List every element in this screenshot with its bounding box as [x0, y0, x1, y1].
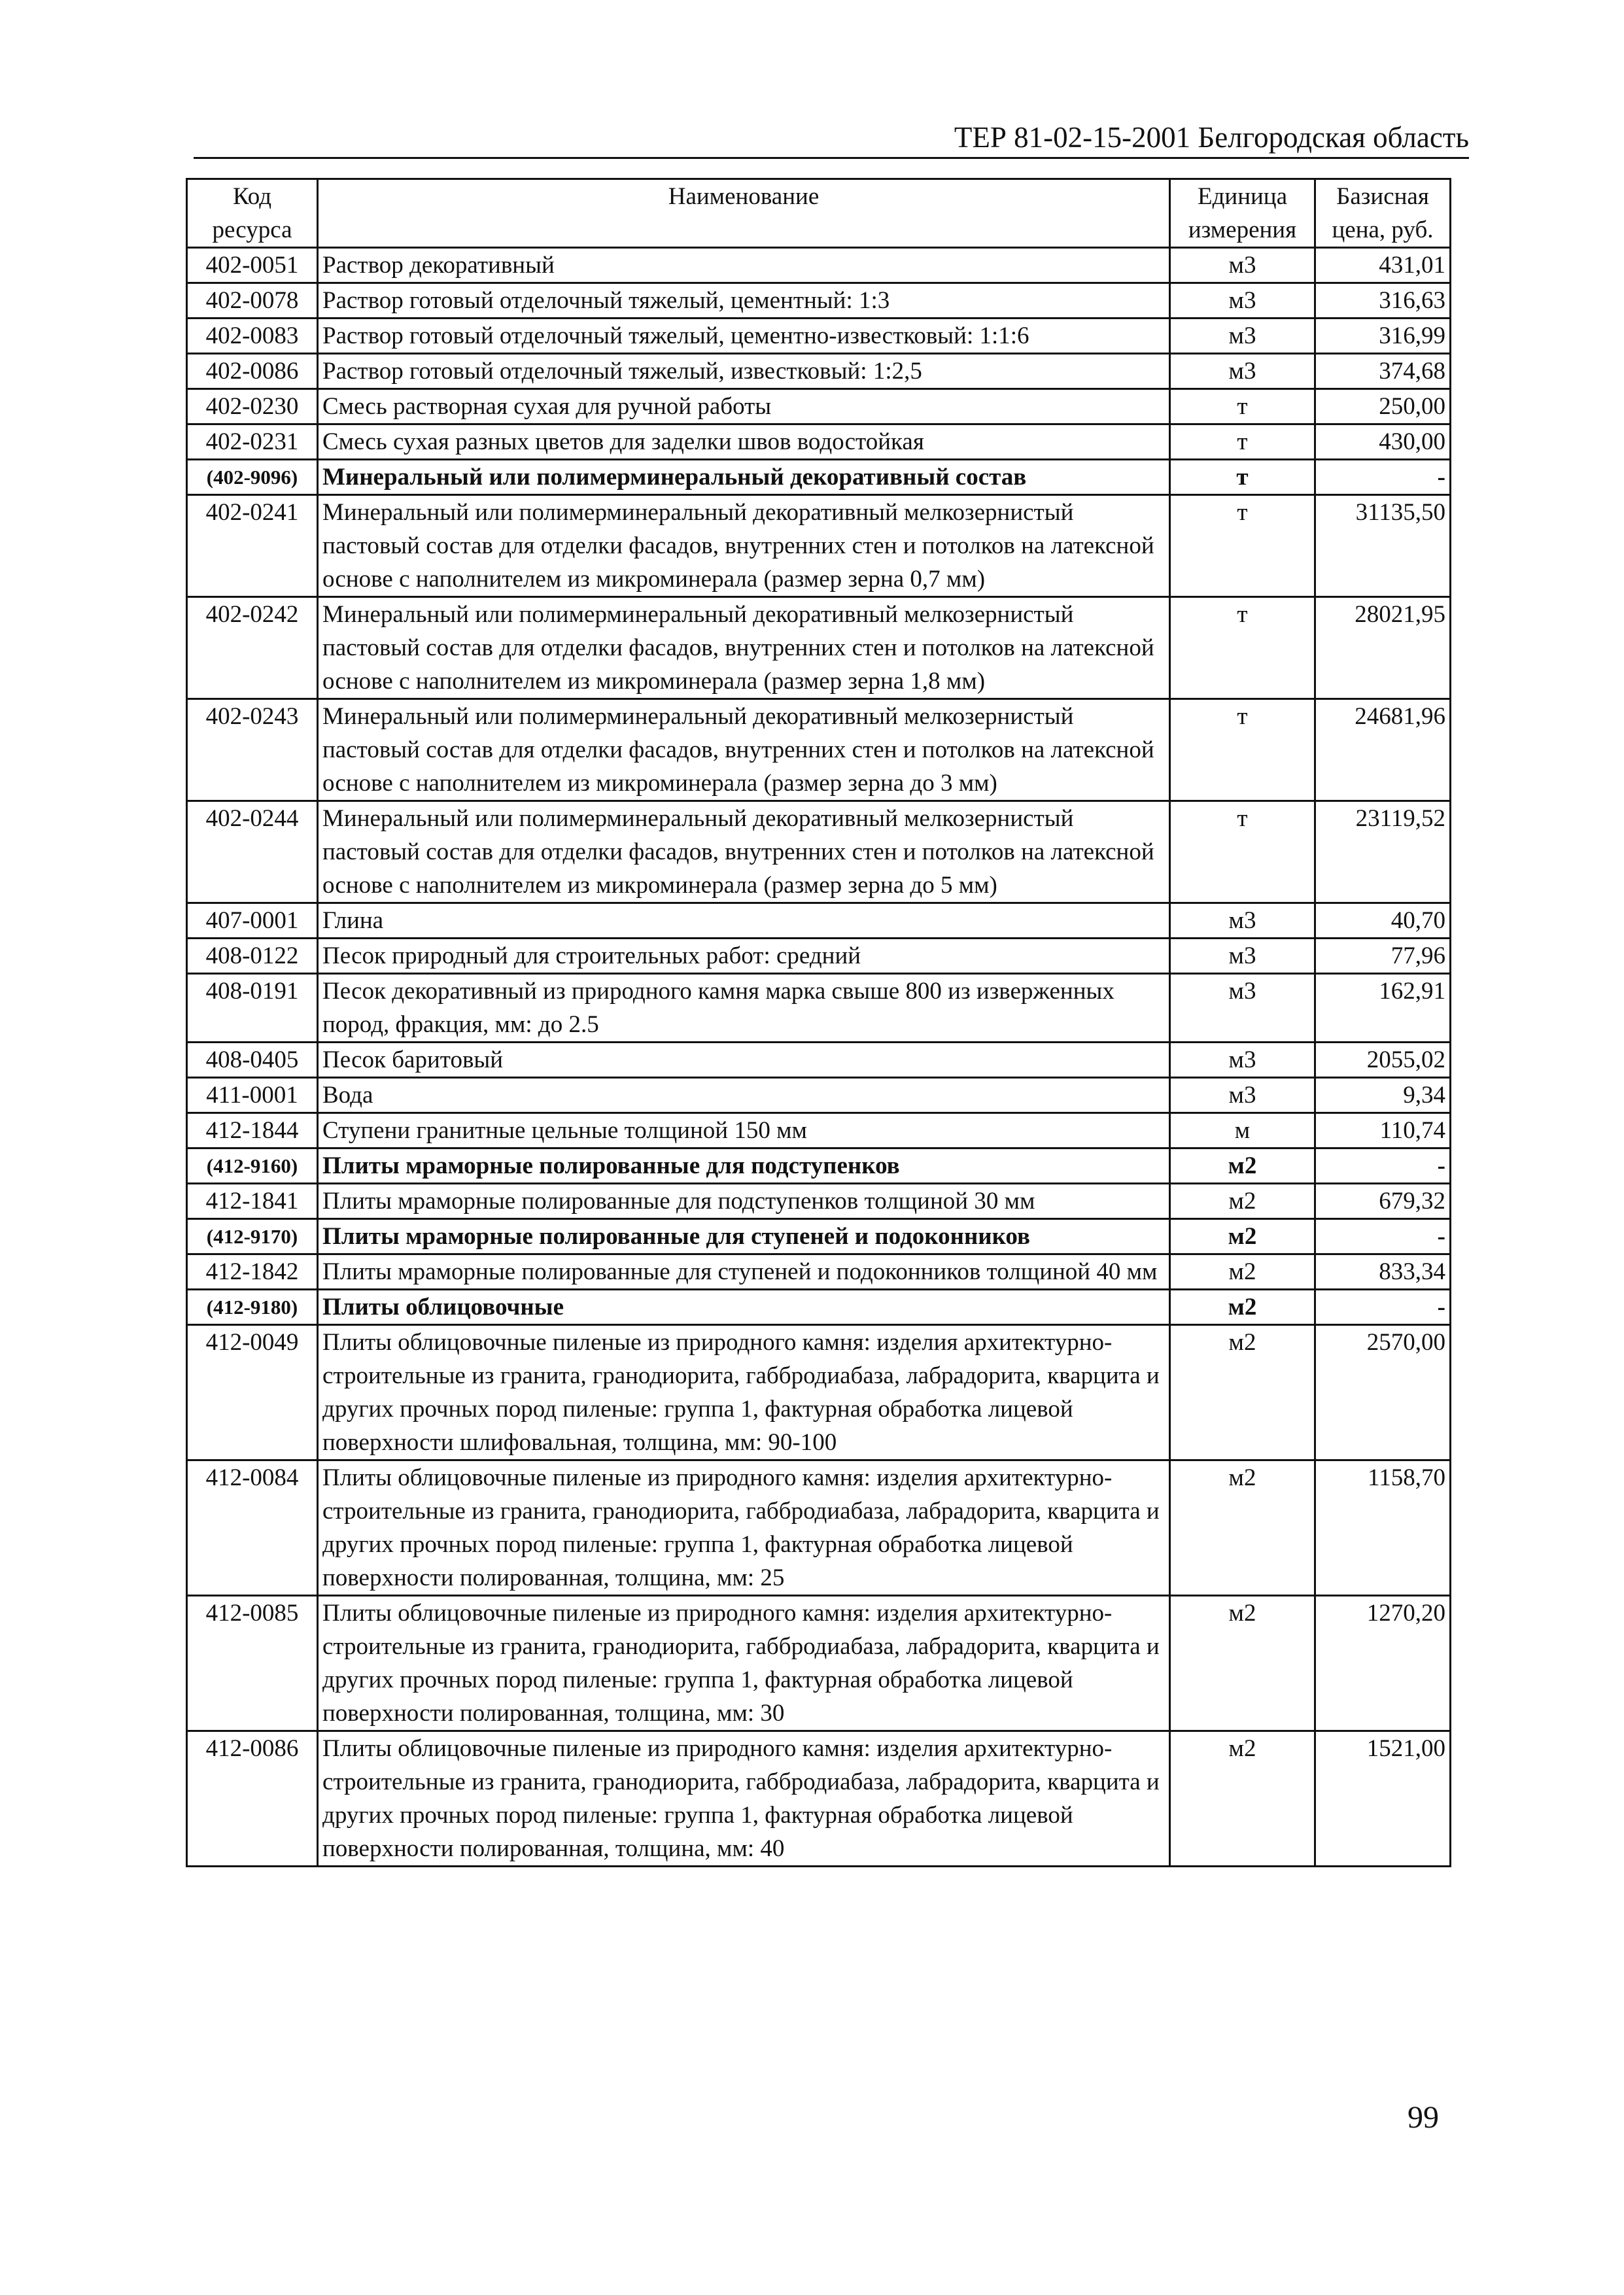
unit-cell: т	[1170, 597, 1315, 699]
table-header-row	[187, 179, 1451, 248]
unit-cell: м3	[1170, 1078, 1315, 1113]
unit-cell: м3	[1170, 903, 1315, 939]
document-title: ТЕР 81-02-15-2001 Белгородская область	[954, 121, 1469, 154]
resource-name-cell: Ступени гранитные цельные толщиной 150 мм	[318, 1113, 1170, 1148]
resource-name-cell: Плиты мраморные полированные для подступенков	[318, 1148, 1170, 1184]
resource-code-cell: 412-0049	[187, 1325, 318, 1460]
resource-name-cell: Раствор готовый отделочный тяжелый, цементно-известковый: 1:1:6	[318, 319, 1170, 354]
resource-name-cell: Минеральный или полимерминеральный декоративный мелкозернистый пастовый состав для отделки фасадов, внутренних стен и потолков на латексной основе с наполнителем из микроминерала (размер зерна 1,8 мм)	[318, 597, 1170, 699]
unit-cell: м3	[1170, 319, 1315, 354]
table-group-row	[187, 1148, 1451, 1184]
resource-code-cell: 402-0244	[187, 801, 318, 903]
resource-code-cell: 402-0083	[187, 319, 318, 354]
resource-code-cell: 412-0085	[187, 1596, 318, 1731]
resource-code-cell: 402-0078	[187, 283, 318, 319]
resource-code-cell: 411-0001	[187, 1078, 318, 1113]
table-row	[187, 1254, 1451, 1290]
resource-name-cell: Плиты мраморные полированные для ступеней и подоконников толщиной 40 мм	[318, 1254, 1170, 1290]
price-cell: 431,01	[1315, 248, 1451, 283]
price-cell: 24681,96	[1315, 699, 1451, 801]
unit-cell: т	[1170, 801, 1315, 903]
resource-code-cell: 412-1844	[187, 1113, 318, 1148]
price-cell: 9,34	[1315, 1078, 1451, 1113]
resource-name-cell: Минеральный или полимерминеральный декоративный мелкозернистый пастовый состав для отделки фасадов, внутренних стен и потолков на латексной основе с наполнителем из микроминерала (размер зерна до 3 мм)	[318, 699, 1170, 801]
table-row	[187, 1184, 1451, 1219]
resource-name-cell: Песок декоративный из природного камня марка свыше 800 из изверженных пород, фракция, мм: до 2.5	[318, 974, 1170, 1043]
table-row	[187, 354, 1451, 389]
unit-cell: т	[1170, 460, 1315, 495]
unit-cell: м2	[1170, 1148, 1315, 1184]
table-row	[187, 283, 1451, 319]
resource-name-cell: Плиты мраморные полированные для подступенков толщиной 30 мм	[318, 1184, 1170, 1219]
price-cell: 2570,00	[1315, 1325, 1451, 1460]
header-unit: Единица измерения	[1170, 179, 1315, 248]
price-cell: 250,00	[1315, 389, 1451, 424]
resource-name-cell: Плиты облицовочные	[318, 1290, 1170, 1325]
unit-cell: м	[1170, 1113, 1315, 1148]
resource-code-cell: 408-0191	[187, 974, 318, 1043]
table-row	[187, 424, 1451, 460]
table-group-row	[187, 1290, 1451, 1325]
price-cell: -	[1315, 1219, 1451, 1254]
price-cell: 374,68	[1315, 354, 1451, 389]
price-cell: -	[1315, 460, 1451, 495]
price-cell: 679,32	[1315, 1184, 1451, 1219]
unit-cell: м2	[1170, 1290, 1315, 1325]
table-body	[187, 248, 1451, 1867]
price-cell: 1521,00	[1315, 1731, 1451, 1867]
table-group-row	[187, 1219, 1451, 1254]
unit-cell: м3	[1170, 354, 1315, 389]
resource-name-cell: Песок баритовый	[318, 1043, 1170, 1078]
resource-code-cell: (412-9160)	[187, 1148, 318, 1184]
resource-name-cell: Смесь сухая разных цветов для заделки швов водостойкая	[318, 424, 1170, 460]
price-cell: -	[1315, 1148, 1451, 1184]
table-row	[187, 495, 1451, 597]
resource-code-cell: 402-0242	[187, 597, 318, 699]
table-row	[187, 699, 1451, 801]
resource-code-cell: 402-0051	[187, 248, 318, 283]
unit-cell: м2	[1170, 1254, 1315, 1290]
resource-name-cell: Смесь растворная сухая для ручной работы	[318, 389, 1170, 424]
table-row	[187, 974, 1451, 1043]
table-row	[187, 1325, 1451, 1460]
resource-code-cell: 402-0243	[187, 699, 318, 801]
resource-code-cell: 402-0231	[187, 424, 318, 460]
price-cell: 110,74	[1315, 1113, 1451, 1148]
table-row	[187, 1731, 1451, 1867]
resource-name-cell: Раствор готовый отделочный тяжелый, цементный: 1:3	[318, 283, 1170, 319]
resource-code-cell: 412-1841	[187, 1184, 318, 1219]
resource-code-cell: (402-9096)	[187, 460, 318, 495]
price-cell: 316,63	[1315, 283, 1451, 319]
price-cell: 28021,95	[1315, 597, 1451, 699]
unit-cell: т	[1170, 389, 1315, 424]
resource-code-cell: (412-9170)	[187, 1219, 318, 1254]
unit-cell: м3	[1170, 1043, 1315, 1078]
unit-cell: м3	[1170, 248, 1315, 283]
unit-cell: м2	[1170, 1184, 1315, 1219]
resource-code-cell: (412-9180)	[187, 1290, 318, 1325]
header-price: Базисная цена, руб.	[1315, 179, 1451, 248]
price-cell: 430,00	[1315, 424, 1451, 460]
unit-cell: м2	[1170, 1460, 1315, 1596]
table-row	[187, 1043, 1451, 1078]
resource-code-cell: 402-0230	[187, 389, 318, 424]
table-row	[187, 1460, 1451, 1596]
table-row	[187, 1078, 1451, 1113]
resource-code-cell: 412-0086	[187, 1731, 318, 1867]
table-row	[187, 389, 1451, 424]
resource-name-cell: Плиты мраморные полированные для ступеней и подоконников	[318, 1219, 1170, 1254]
resource-name-cell: Раствор декоративный	[318, 248, 1170, 283]
price-cell: 1158,70	[1315, 1460, 1451, 1596]
price-cell: 833,34	[1315, 1254, 1451, 1290]
table-row	[187, 1113, 1451, 1148]
price-cell: 316,99	[1315, 319, 1451, 354]
unit-cell: м3	[1170, 974, 1315, 1043]
price-cell: 2055,02	[1315, 1043, 1451, 1078]
resource-name-cell: Плиты облицовочные пиленые из природного камня: изделия архитектурно-строительные из гранита, гранодиорита, габбродиабаза, лабрадорита, кварцита и других прочных пород пиленые: группа 1, фактурная обработка лицевой поверхности полированная, толщина, мм: 25	[318, 1460, 1170, 1596]
resource-code-cell: 402-0086	[187, 354, 318, 389]
price-cell: 40,70	[1315, 903, 1451, 939]
unit-cell: м2	[1170, 1596, 1315, 1731]
resource-name-cell: Плиты облицовочные пиленые из природного камня: изделия архитектурно-строительные из гранита, гранодиорита, габбродиабаза, лабрадорита, кварцита и других прочных пород пиленые: группа 1, фактурная обработка лицевой поверхности шлифовальная, толщина, мм: 90-100	[318, 1325, 1170, 1460]
document-header	[194, 118, 1469, 159]
table-group-row	[187, 460, 1451, 495]
resource-name-cell: Раствор готовый отделочный тяжелый, известковый: 1:2,5	[318, 354, 1170, 389]
resource-name-cell: Вода	[318, 1078, 1170, 1113]
table-row	[187, 319, 1451, 354]
resource-code-cell: 407-0001	[187, 903, 318, 939]
table-row	[187, 939, 1451, 974]
resource-name-cell: Минеральный или полимерминеральный декоративный мелкозернистый пастовый состав для отделки фасадов, внутренних стен и потолков на латексной основе с наполнителем из микроминерала (размер зерна 0,7 мм)	[318, 495, 1170, 597]
resource-code-cell: 412-0084	[187, 1460, 318, 1596]
resource-code-cell: 408-0122	[187, 939, 318, 974]
price-cell: 31135,50	[1315, 495, 1451, 597]
table-row	[187, 1596, 1451, 1731]
price-cell: 77,96	[1315, 939, 1451, 974]
header-code: Код ресурса	[187, 179, 318, 248]
unit-cell: м3	[1170, 939, 1315, 974]
unit-cell: м3	[1170, 283, 1315, 319]
table-row	[187, 801, 1451, 903]
table-row	[187, 903, 1451, 939]
resource-code-cell: 402-0241	[187, 495, 318, 597]
unit-cell: м2	[1170, 1219, 1315, 1254]
resource-name-cell: Глина	[318, 903, 1170, 939]
page-number: 99	[1408, 2100, 1439, 2135]
resource-name-cell: Песок природный для строительных работ: средний	[318, 939, 1170, 974]
resource-name-cell: Минеральный или полимерминеральный декоративный состав	[318, 460, 1170, 495]
price-cell: 23119,52	[1315, 801, 1451, 903]
resource-code-cell: 408-0405	[187, 1043, 318, 1078]
price-cell: -	[1315, 1290, 1451, 1325]
unit-cell: т	[1170, 495, 1315, 597]
resource-price-table	[186, 178, 1451, 1867]
resource-name-cell: Плиты облицовочные пиленые из природного камня: изделия архитектурно-строительные из гранита, гранодиорита, габбродиабаза, лабрадорита, кварцита и других прочных пород пиленые: группа 1, фактурная обработка лицевой поверхности полированная, толщина, мм: 30	[318, 1596, 1170, 1731]
unit-cell: т	[1170, 699, 1315, 801]
price-cell: 162,91	[1315, 974, 1451, 1043]
table-row	[187, 248, 1451, 283]
unit-cell: м2	[1170, 1325, 1315, 1460]
price-cell: 1270,20	[1315, 1596, 1451, 1731]
table-row	[187, 597, 1451, 699]
resource-name-cell: Плиты облицовочные пиленые из природного камня: изделия архитектурно-строительные из гранита, гранодиорита, габбродиабаза, лабрадорита, кварцита и других прочных пород пиленые: группа 1, фактурная обработка лицевой поверхности полированная, толщина, мм: 40	[318, 1731, 1170, 1867]
unit-cell: м2	[1170, 1731, 1315, 1867]
unit-cell: т	[1170, 424, 1315, 460]
header-name: Наименование	[318, 179, 1170, 248]
resource-name-cell: Минеральный или полимерминеральный декоративный мелкозернистый пастовый состав для отделки фасадов, внутренних стен и потолков на латексной основе с наполнителем из микроминерала (размер зерна до 5 мм)	[318, 801, 1170, 903]
resource-code-cell: 412-1842	[187, 1254, 318, 1290]
